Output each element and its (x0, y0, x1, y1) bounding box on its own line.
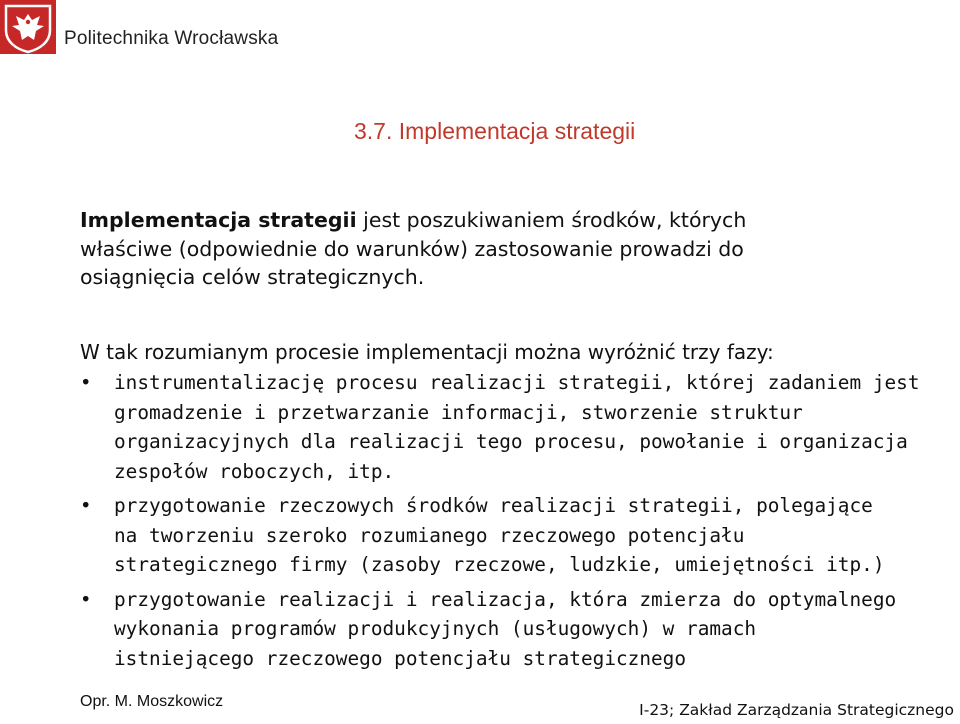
list-item-line: strategicznego firmy (zasoby rzeczowe, ludzkie, umiejętności itp.) (114, 553, 885, 576)
intro-paragraph (80, 206, 940, 292)
eagle-shield-icon (0, 0, 56, 54)
list-item (78, 368, 948, 486)
list-item-line: zespołów roboczych, itp. (114, 459, 395, 483)
bullet-icon: • (80, 494, 92, 517)
bullet-icon: • (80, 587, 92, 611)
university-name: Politechnika Wrocławska (64, 28, 279, 49)
phases-list (78, 368, 948, 678)
intro-line-2: właściwe (odpowiednie do warunków) zastosowanie prowadzi do (80, 236, 744, 261)
list-item-line: instrumentalizację procesu realizacji strategii, której zadaniem jest (114, 371, 920, 394)
phases-lead: W tak rozumianym procesie implementacji można wyróżnić trzy fazy: (80, 340, 774, 364)
list-item-line: przygotowanie realizacji i realizacja, która zmierza do optymalnego (114, 587, 897, 611)
list-item-line: gromadzenie i przetwarzanie informacji, stworzenie struktur (114, 400, 803, 424)
header (0, 0, 400, 60)
intro-line-3: osiągnięcia celów strategicznych. (80, 265, 425, 289)
list-item (78, 491, 948, 580)
bullet-icon: • (80, 371, 92, 394)
list-item-line: organizacyjnych dla realizacji tego procesu, powołanie i organizacja (114, 430, 908, 453)
list-item-line: istniejącego rzeczowego potencjału strategicznego (114, 646, 687, 670)
intro-term: Implementacja strategii (80, 208, 357, 232)
list-item (78, 585, 948, 674)
slide-title: 3.7. Implementacja strategii (354, 118, 636, 144)
list-item-line: przygotowanie rzeczowych środków realizacji strategii, polegające (114, 494, 873, 517)
intro-line-1 (80, 206, 940, 235)
footer-page-label: I-23; Zakład Zarządzania Strategicznego (639, 701, 954, 719)
footer-author: Opr. M. Moszkowicz (80, 693, 224, 710)
list-item-line: na tworzeniu szeroko rozumianego rzeczowego potencjału (114, 523, 745, 547)
list-item-line: wykonania programów produkcyjnych (usługowych) w ramach (114, 617, 757, 640)
intro-line-1-rest: jest poszukiwaniem środków, których (356, 208, 747, 232)
